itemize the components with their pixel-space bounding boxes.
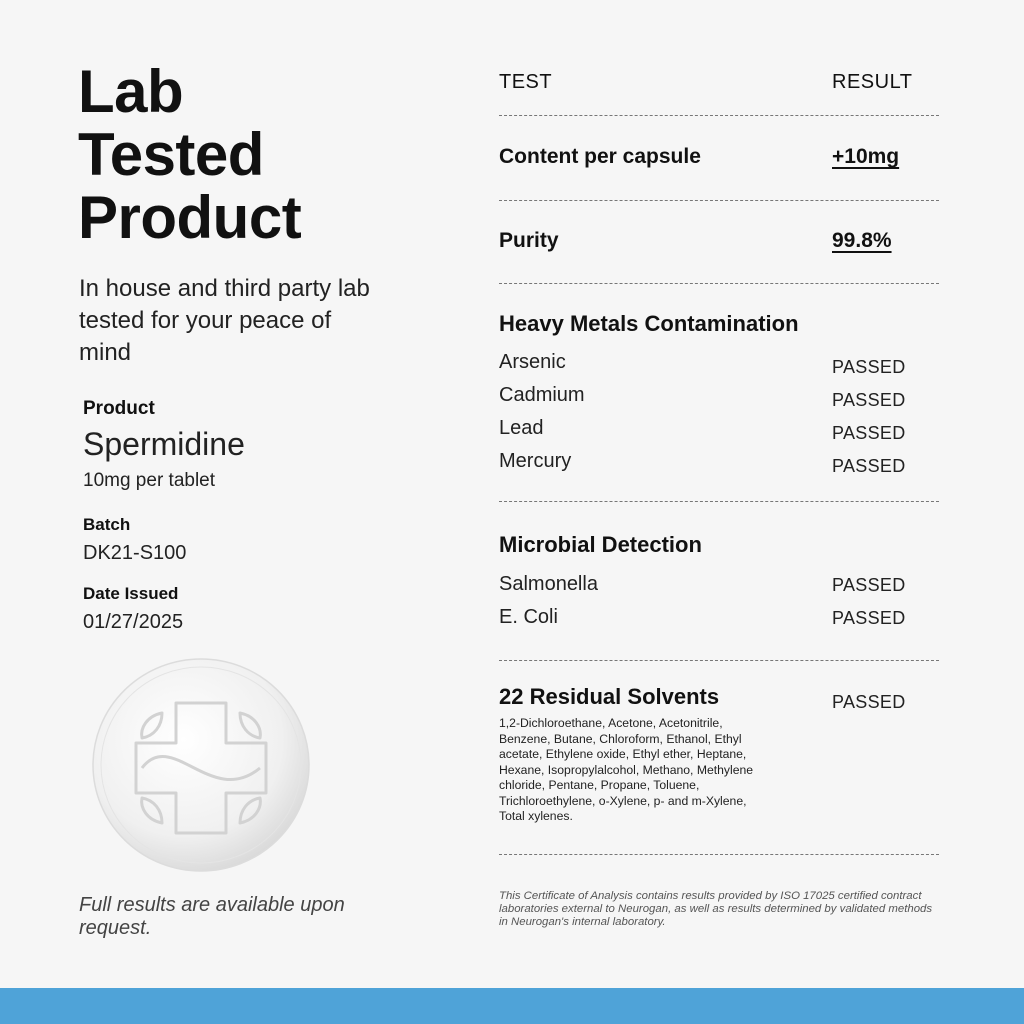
divider bbox=[499, 115, 939, 116]
product-label: Product bbox=[83, 398, 155, 419]
product-dose: 10mg per tablet bbox=[83, 470, 216, 491]
purity-label: Purity bbox=[499, 229, 559, 252]
divider bbox=[499, 854, 939, 855]
page-title bbox=[78, 60, 301, 249]
divider bbox=[499, 501, 939, 502]
result-badge: PASSED bbox=[832, 390, 906, 410]
microbial-title: Microbial Detection bbox=[499, 532, 702, 557]
result-badge: PASSED bbox=[832, 456, 906, 476]
result-badge: PASSED bbox=[832, 575, 906, 595]
title-line: Lab bbox=[78, 58, 184, 125]
column-header-test: TEST bbox=[499, 71, 553, 93]
divider bbox=[499, 200, 939, 201]
disclaimer: This Certificate of Analysis contains results provided by ISO 17025 certified contract laboratories external to Neurogan, as well as results determined by validated methods in Neurogan's internal laboratory. bbox=[499, 890, 933, 928]
divider bbox=[499, 660, 939, 661]
column-header-result: RESULT bbox=[832, 71, 913, 93]
list-item: Arsenic bbox=[499, 351, 566, 373]
solvents-list: 1,2-Dichloroethane, Acetone, Acetonitrile, Benzene, Butane, Chloroform, Ethanol, Ethyl acetate, Ethylene oxide, Ethyl ether, Heptane, Hexane, Isopropylalcohol, Methano, Methylene chloride, Pentane, Propane, Toluene, Trichloroethylene, o-Xylene, p- and m-Xylene, Total xylenes. bbox=[499, 716, 754, 823]
title-line: Tested bbox=[78, 121, 264, 188]
tablet-logo-icon bbox=[92, 658, 310, 872]
content-value: +10mg bbox=[832, 145, 900, 168]
list-item: Cadmium bbox=[499, 384, 585, 406]
result-badge: PASSED bbox=[832, 423, 906, 443]
subtitle: In house and third party lab tested for your peace of mind bbox=[79, 275, 370, 366]
list-item: Lead bbox=[499, 417, 544, 439]
batch-label: Batch bbox=[83, 515, 131, 534]
title-line: Product bbox=[78, 184, 302, 251]
list-item: Salmonella bbox=[499, 573, 598, 595]
footnote: Full results are available upon request. bbox=[79, 894, 345, 939]
solvents-title: 22 Residual Solvents bbox=[499, 684, 720, 709]
divider bbox=[499, 283, 939, 284]
result-badge: PASSED bbox=[832, 608, 906, 628]
accent-bar bbox=[0, 988, 1024, 1024]
content-label: Content per capsule bbox=[499, 145, 701, 168]
product-name: Spermidine bbox=[83, 426, 245, 462]
heavy-metals-title: Heavy Metals Contamination bbox=[499, 311, 799, 336]
result-badge: PASSED bbox=[832, 357, 906, 377]
batch-value: DK21-S100 bbox=[83, 542, 187, 564]
result-badge: PASSED bbox=[832, 692, 906, 712]
date-issued-label: Date Issued bbox=[83, 584, 179, 603]
list-item: E. Coli bbox=[499, 606, 558, 628]
list-item: Mercury bbox=[499, 450, 572, 472]
purity-value: 99.8% bbox=[832, 229, 892, 252]
date-issued-value: 01/27/2025 bbox=[83, 611, 184, 633]
